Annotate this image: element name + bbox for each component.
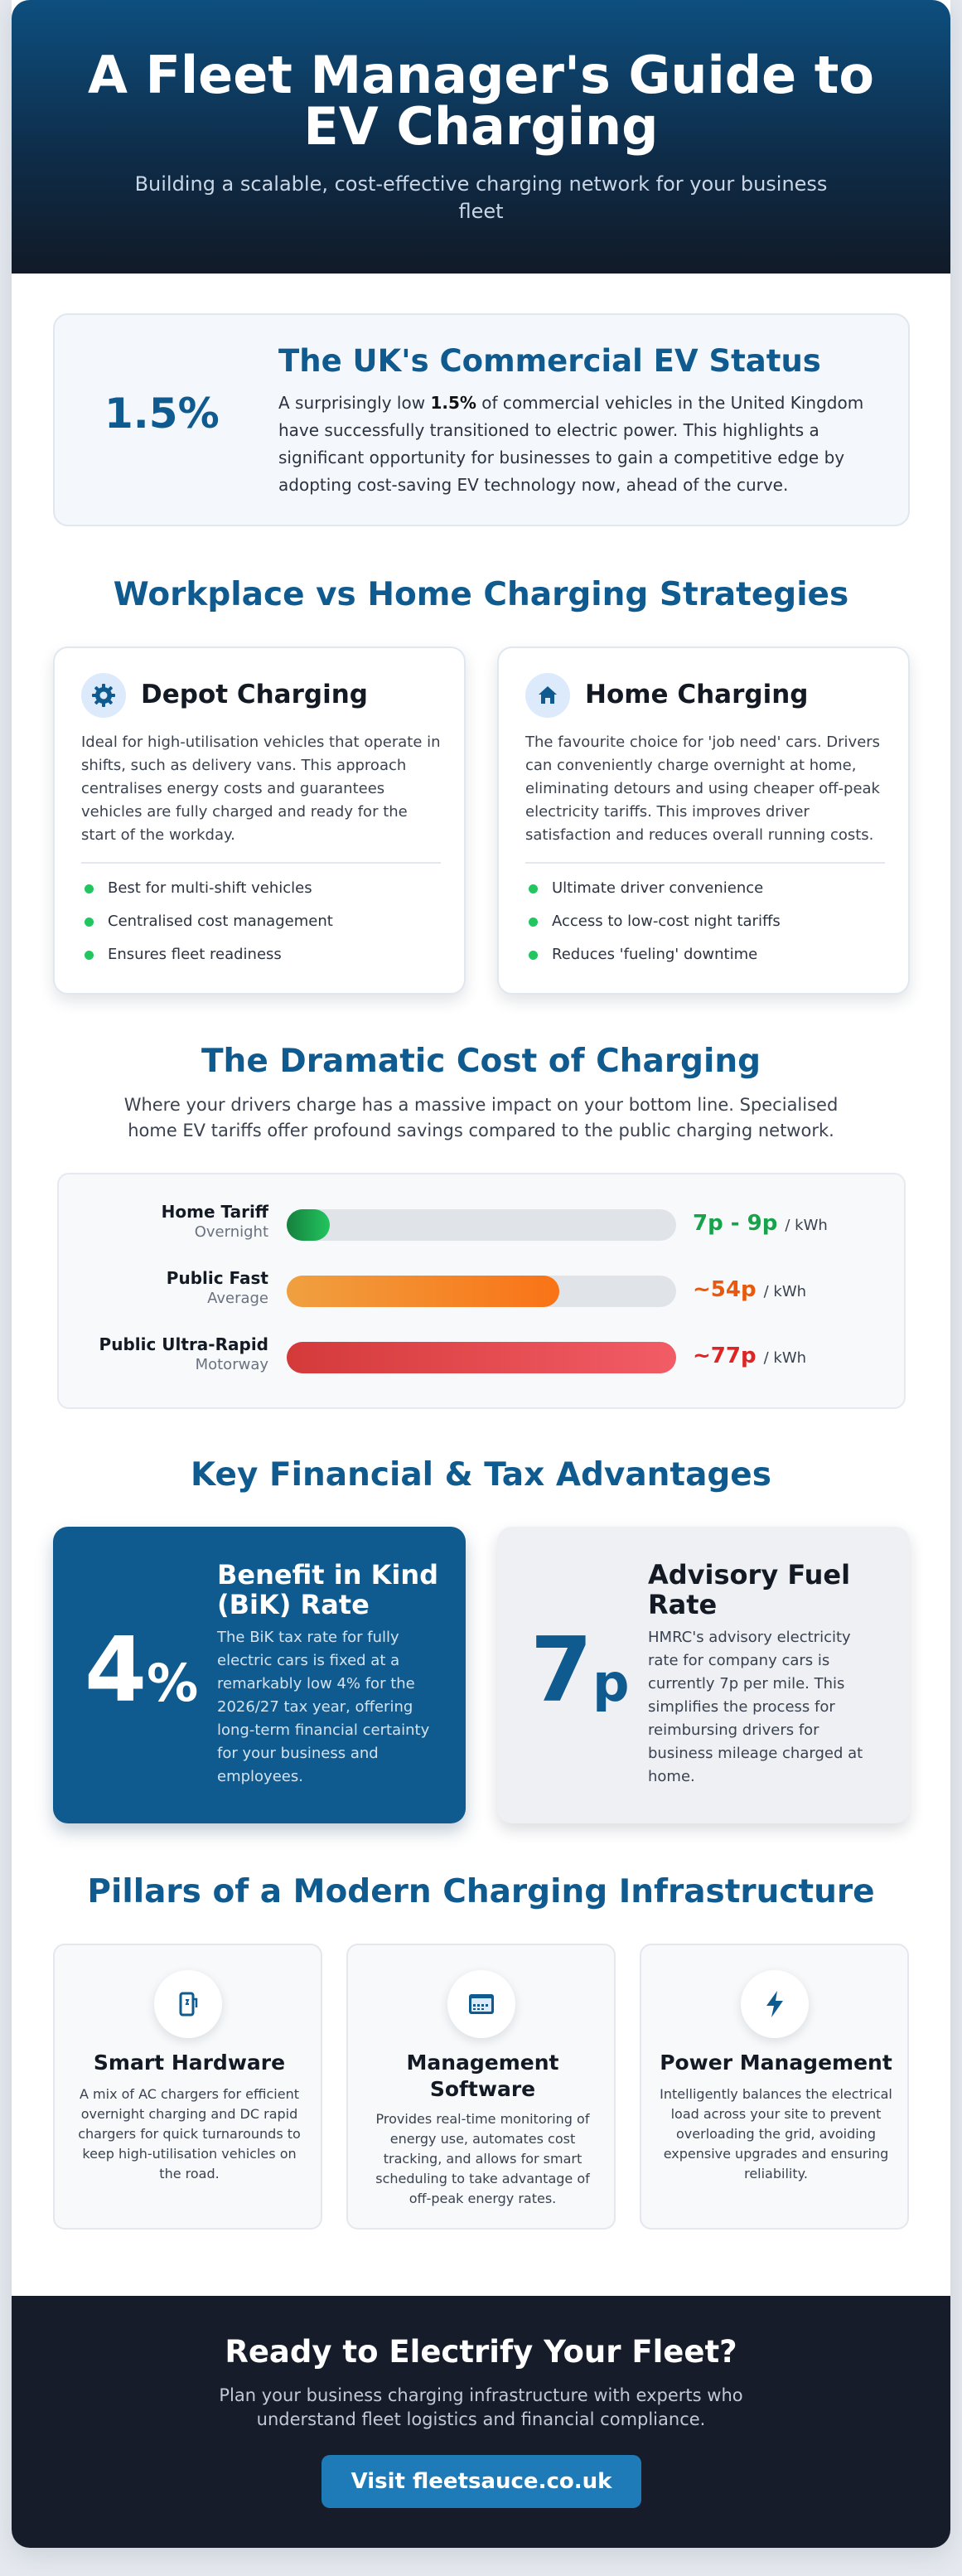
bik-suffix: % [147,1653,199,1713]
pillar-heading: Management Software [406,2051,559,2101]
hero-header [12,0,950,274]
home-heading: Home Charging [585,680,809,709]
list-item: Ensures fleet readiness [81,943,333,976]
cost-bar-track [287,1276,676,1307]
cost-price [693,1277,806,1302]
status-heading: The UK's Commercial EV Status [278,343,821,379]
cost-row-label [59,1201,268,1242]
cost-row-name: Public Ultra-Rapid [99,1334,268,1354]
list-item: Ultimate driver convenience [525,877,781,910]
status-text-end: of commercial vehicles in the United Kingdom have successfully transitioned to electric power. This highlights a significant opportunity for businesses to gain a competitive edge by adopting cost-saving EV technology now, ahead of the curve. [278,393,864,495]
depot-description: Ideal for high-utilisation vehicles that operate in shifts, such as delivery vans. This approach centralises energy costs and guarantees vehicles are fully charged and ready for the start of the workday. [81,734,441,844]
financial-title: Key Financial & Tax Advantages [191,1456,771,1494]
pillar-power-management [640,1944,909,2230]
pillar-heading: Power Management [660,2051,892,2075]
gear-icon [81,673,126,718]
infographic-page [12,0,950,2548]
cost-row-label [59,1334,268,1375]
cost-price-value: ~54p [693,1277,757,1302]
cost-comparison-chart [57,1173,906,1409]
cost-row-home [59,1201,907,1251]
pillar-smart-hardware [53,1944,322,2230]
fuel-number: 7 [530,1619,593,1722]
cost-bar-track [287,1209,676,1241]
depot-charging-card [53,646,466,995]
cost-price-value: 7p - 9p [693,1211,778,1236]
cost-row-sub: Motorway [195,1356,268,1373]
visit-website-button[interactable]: Visit fleetsauce.co.uk [321,2455,641,2508]
cost-row-public-fast [59,1267,907,1317]
list-item: Access to low-cost night tariffs [525,910,781,943]
charger-icon [154,1970,222,2038]
cost-price [693,1211,828,1236]
dashboard-icon [447,1970,515,2038]
bik-rate-card [53,1527,466,1823]
page-subtitle: Building a scalable, cost-effective charging network for your business fleet [134,172,828,223]
cta-footer [12,2296,950,2548]
pillar-management-software [346,1944,616,2230]
cost-title: The Dramatic Cost of Charging [201,1043,761,1080]
cost-bar-fill [287,1276,559,1307]
list-item: Centralised cost management [81,910,333,943]
pillar-text: Intelligently balances the electrical load across your site to prevent overloading the grid, avoiding expensive upgrades and ensuring reliability. [660,2086,892,2181]
cost-unit: / kWh [763,1283,807,1300]
cost-row-name: Home Tariff [161,1202,268,1222]
depot-heading: Depot Charging [141,680,368,709]
list-item: Reduces 'fueling' downtime [525,943,781,976]
cost-bar-fill [287,1342,676,1373]
uk-status-box [53,313,910,526]
home-points [525,877,781,976]
depot-points [81,877,333,976]
divider [81,862,441,864]
bik-text: The BiK tax rate for fully electric cars is fixed at a remarkably low 4% for the 2026/27 tax year, offering long-term financial certainty for your business and employees. [217,1629,430,1785]
status-text-start: A surprisingly low [278,393,431,413]
home-icon [525,673,570,718]
page-title: A Fleet Manager's Guide to EV Charging [87,45,874,157]
cost-subtitle: Where your drivers charge has a massive impact on your bottom line. Specialised home EV tariffs offer profound savings compared to the public charging network. [123,1095,839,1140]
status-text-bold: 1.5% [430,393,476,413]
cost-row-name: Public Fast [166,1268,268,1288]
footer-heading: Ready to Electrify Your Fleet? [225,2334,737,2370]
status-stat: 1.5% [104,390,220,438]
list-item: Best for multi-shift vehicles [81,877,333,910]
pillars-title: Pillars of a Modern Charging Infrastructure [87,1873,875,1910]
bik-heading: Benefit in Kind (BiK) Rate [217,1559,439,1620]
fuel-rate-card [497,1527,910,1823]
footer-text: Plan your business charging infrastructure with experts who understand fleet logistics and financial compliance. [219,2385,743,2429]
cost-bar-track [287,1342,676,1373]
home-charging-card [497,646,910,995]
pillar-heading: Smart Hardware [93,2051,286,2075]
fuel-suffix: p [592,1653,630,1713]
bik-number: 4 [85,1619,147,1722]
cost-row-sub: Overnight [194,1223,268,1241]
fuel-text: HMRC's advisory electricity rate for company cars is currently 7p per mile. This simplifies the process for reimbursing drivers for business mileage charged at home. [648,1629,863,1785]
cost-unit: / kWh [763,1349,807,1367]
cost-row-ultra-rapid [59,1334,907,1383]
bik-value [85,1619,199,1728]
cost-bar-fill [287,1209,330,1241]
cost-price-value: ~77p [693,1344,757,1368]
lightning-icon [741,1970,809,2038]
strategies-title: Workplace vs Home Charging Strategies [113,576,849,613]
cost-row-sub: Average [207,1290,268,1307]
cost-row-label [59,1267,268,1309]
fuel-value [530,1619,630,1728]
status-text [278,390,875,499]
cost-price [693,1344,806,1368]
fuel-heading: Advisory Fuel Rate [648,1559,851,1620]
divider [525,862,885,864]
home-description: The favourite choice for 'job need' cars. Drivers can conveniently charge overnight at home, eliminating detours and using cheaper off-peak electricity tariffs. This improves driver satisfaction and reduces overall running costs. [525,734,881,844]
cost-unit: / kWh [785,1217,828,1234]
pillar-text: Provides real-time monitoring of energy use, automates cost tracking, and allows for smart scheduling to take advantage of off-peak energy rates. [375,2111,590,2206]
pillar-text: A mix of AC chargers for efficient overnight charging and DC rapid chargers for quick turnarounds to keep high-utilisation vehicles on the road. [78,2086,301,2181]
